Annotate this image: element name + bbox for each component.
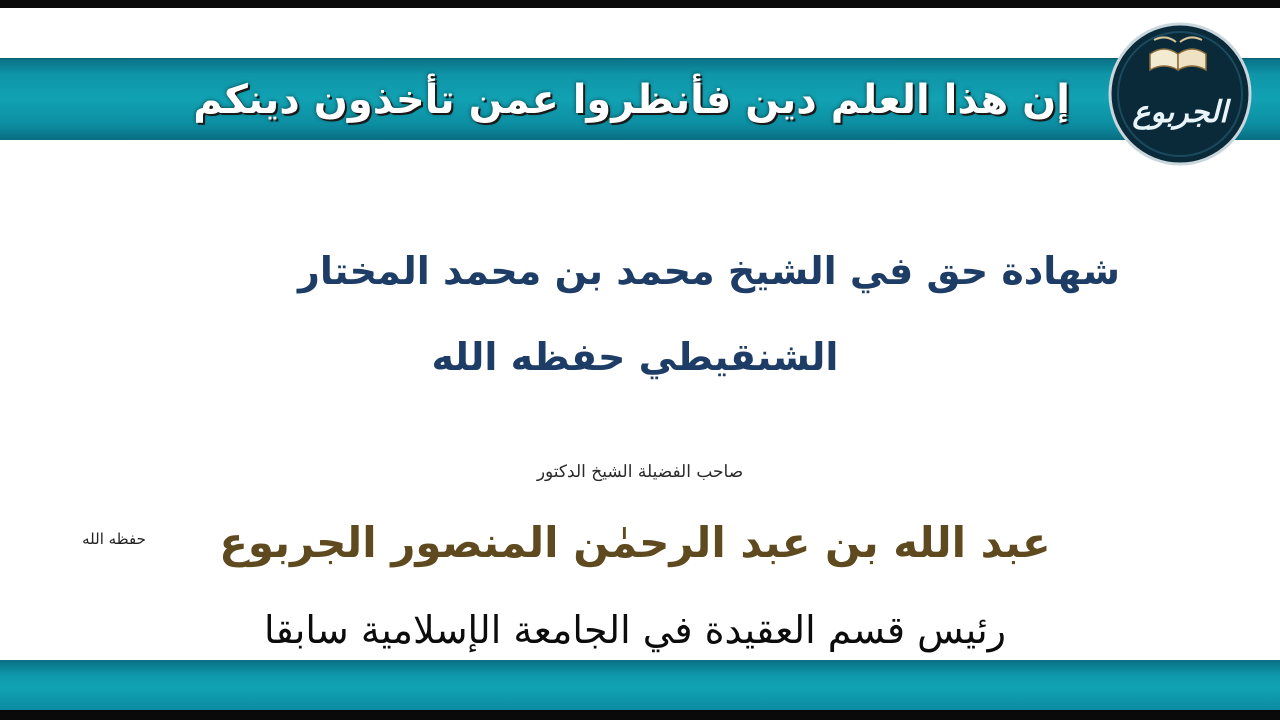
bottom-border [0,710,1280,720]
top-border [0,0,1280,8]
logo-text: الجربوع [1132,95,1228,130]
page-title-line-2: الشنقيطي حفظه الله [431,335,839,379]
footer-banner [0,660,1280,710]
logo [1104,18,1256,168]
scholar-honorific: صاحب الفضيلة الشيخ الدكتور [536,462,744,482]
scholar-position: رئيس قسم العقيدة في الجامعة الإسلامية سابقا [263,608,1007,652]
banner-motto: إن هذا العلم دين فأنظروا عمن تأخذون دينكم [193,77,1070,123]
scholar-name: عبد الله بن عبد الرحمٰن المنصور الجربوع [219,518,1051,567]
scholar-suffix: حفظه الله [82,530,146,548]
page-title-line-1: شهادة حق في الشيخ محمد بن محمد المختار [297,249,1120,293]
